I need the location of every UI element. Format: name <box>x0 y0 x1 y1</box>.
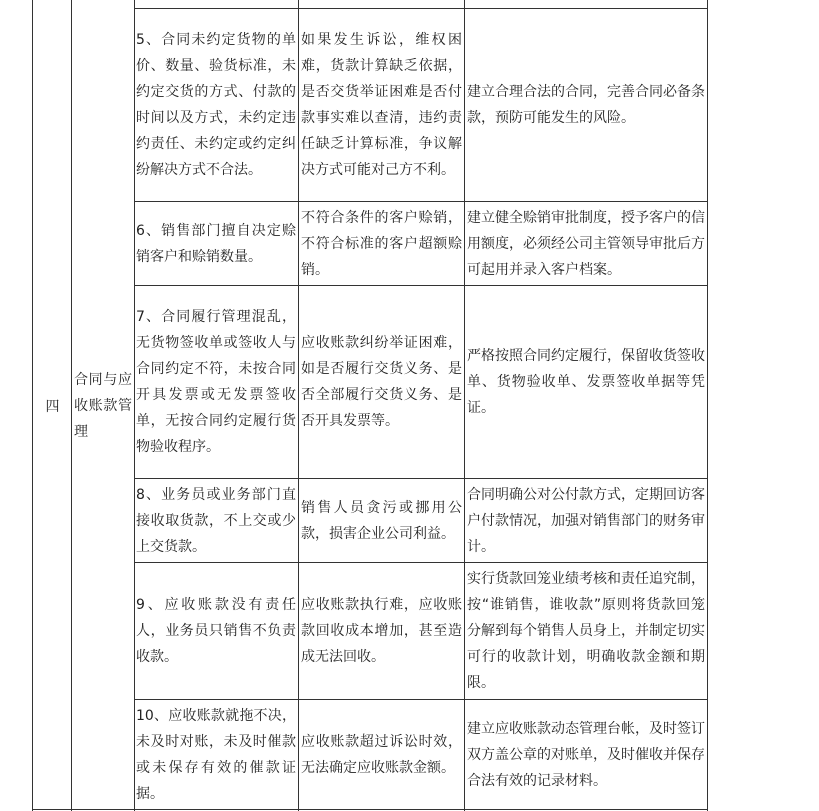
consequence-cell: 应收账款纠纷举证困难，如是否履行交货义务、是否全部履行交货义务、是否开具发票等。 <box>301 335 462 429</box>
column-divider <box>707 0 708 811</box>
control-cell: 建立合理合法的合同，完善合同必备条款，预防可能发生的风险。 <box>467 84 705 126</box>
control-cell: 严格按照合同约定履行，保留收货签收单、货物验收单、发票签收单据等凭证。 <box>467 348 705 416</box>
risk-cell: 8、业务员或业务部门直接收取货款，不上交或少上交货款。 <box>136 486 296 555</box>
column-divider <box>464 0 465 811</box>
risk-cell: 6、销售部门擅自决定赊销客户和赊销数量。 <box>136 222 296 265</box>
control-cell: 建立健全赊销审批制度，授予客户的信用额度，必须经公司主管领导审批后方可起用并录入客户档案。 <box>467 209 705 278</box>
consequence-cell: 应收账款执行难，应收账款回收成本增加，甚至造成无法回收。 <box>301 597 462 665</box>
consequence-cell: 不符合条件的客户赊销，不符合标准的客户超额赊销。 <box>301 209 462 278</box>
control-cell: 合同明确公对公付款方式，定期回访客户付款情况，加强对销售部门的财务审计。 <box>467 486 705 555</box>
column-divider <box>134 0 135 811</box>
control-cell: 建立应收账款动态管理台帐，及时签订双方盖公章的对账单，及时催收并保存合法有效的记录材料。 <box>467 720 705 789</box>
consequence-cell: 如果发生诉讼，维权困难，货款计算缺乏依据，是否交货举证困难是否付款事实难以查清，违约责任缺乏计算标准，争议解决方式可能对己方不利。 <box>301 32 462 178</box>
risk-cell: 5、合同未约定货物的单价、数量、验货标准，未约定交货的方式、付款的时间以及方式，未约定违约责任、未约定或约定纠纷解决方式不合法。 <box>136 32 296 178</box>
category-index: 四 <box>45 398 60 415</box>
risk-cell: 10、应收账款就拖不决，未及时对账，未及时催款或未保存有效的催款证据。 <box>136 707 296 802</box>
column-divider <box>298 0 299 811</box>
risk-cell: 9、应收账款没有责任人，业务员只销售不负责收款。 <box>136 597 296 665</box>
consequence-cell: 应收账款超过诉讼时效，无法确定应收账款金额。 <box>301 733 462 776</box>
control-cell: 实行货款回笼业绩考核和责任追究制，按“谁销售，谁收款”原则将货款回笼分解到每个销售人员身上，并制定切实可行的收款计划，明确收款金额和期限。 <box>467 571 705 691</box>
category-name: 合同与应收账款管理 <box>74 371 132 440</box>
risk-cell: 7、合同履行管理混乱，无货物签收单或签收人与合同约定不符，未按合同开具发票或无发票签收单，无按合同约定履行货物验收程序。 <box>136 309 296 455</box>
consequence-cell: 销售人员贪污或挪用公款，损害企业公司利益。 <box>301 499 462 542</box>
